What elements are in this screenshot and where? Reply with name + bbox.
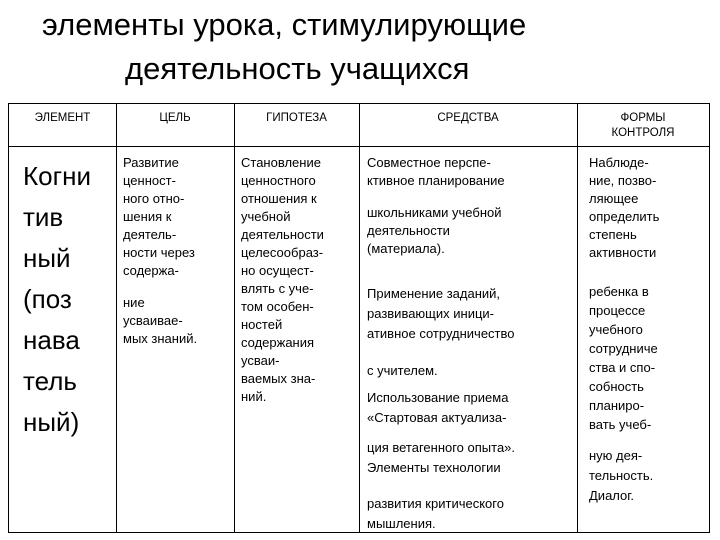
- control-line: ства и спо-: [589, 360, 656, 375]
- element-line: тив: [23, 202, 64, 232]
- goal-line: ного отно-: [123, 191, 185, 206]
- title-line-2: деятельность учащихся: [125, 51, 470, 86]
- hypothesis-line: учебной: [241, 209, 291, 224]
- control-cell: [589, 446, 707, 506]
- hypothesis-line: ностей: [241, 317, 283, 332]
- element-line: ный): [23, 407, 80, 437]
- control-line: ребенка в: [589, 284, 649, 299]
- header-control: [577, 104, 709, 148]
- hypothesis-line: влять с уче-: [241, 281, 314, 296]
- control-line: планиро-: [589, 398, 645, 413]
- element-line: тель: [23, 366, 77, 396]
- goal-line: ности через: [123, 245, 195, 260]
- control-line: определить: [589, 209, 660, 224]
- hypothesis-line: ценностного: [241, 173, 316, 188]
- hypothesis-line: но осущест-: [241, 263, 314, 278]
- goal-line: шения к: [123, 209, 172, 224]
- control-line: учебного: [589, 322, 643, 337]
- means-cell: [367, 154, 579, 190]
- control-line: Наблюде-: [589, 155, 649, 170]
- means-cell: [367, 494, 579, 534]
- hypothesis-line: Становление: [241, 155, 321, 170]
- element-line: нава: [23, 325, 80, 355]
- means-cell: [367, 284, 579, 344]
- goal-line: мых знаний.: [123, 331, 198, 346]
- control-cell: [589, 282, 707, 434]
- hypothesis-line: том особен-: [241, 299, 314, 314]
- goal-line: усваивае-: [123, 313, 183, 328]
- control-line: сотрудниче: [589, 341, 658, 356]
- control-line: ляющее: [589, 191, 639, 206]
- goal-line: ние: [123, 295, 145, 310]
- means-cell: [367, 438, 579, 478]
- control-line: активности: [589, 245, 657, 260]
- goal-cell: [123, 154, 233, 348]
- element-line: (поз: [23, 284, 72, 314]
- control-line: ную дея-: [589, 448, 643, 463]
- means-line: развивающих иници-: [367, 306, 494, 321]
- header-element: ЭЛЕМЕНТ: [34, 112, 91, 124]
- control-line: ние, позво-: [589, 173, 657, 188]
- hypothesis-line: целесообраз-: [241, 245, 324, 260]
- means-line: развития критического: [367, 496, 504, 511]
- goal-line: Развитие: [123, 155, 179, 170]
- hypothesis-cell: [241, 154, 361, 406]
- header-control-line: КОНТРОЛЯ: [611, 127, 675, 139]
- control-cell: [589, 154, 707, 262]
- goal-line: содержа-: [123, 263, 179, 278]
- means-line: мышления.: [367, 516, 436, 531]
- header-hypothesis: ГИПОТЕЗА: [266, 112, 327, 124]
- control-line: вать учеб-: [589, 417, 652, 432]
- goal-line: деятель-: [123, 227, 177, 242]
- control-line: степень: [589, 227, 637, 242]
- element-line: ный: [23, 243, 71, 273]
- control-line: собность: [589, 379, 644, 394]
- control-line: процессе: [589, 303, 646, 318]
- means-line: Совместное перспе-: [367, 155, 491, 170]
- means-line: «Стартовая актуализа-: [367, 410, 507, 425]
- lesson-elements-table: [8, 103, 710, 533]
- header-control-line: ФОРМЫ: [620, 112, 666, 124]
- means-cell: [367, 388, 579, 428]
- control-line: тельность.: [589, 468, 654, 483]
- hypothesis-line: деятельности: [241, 227, 324, 242]
- header-goal: ЦЕЛЬ: [159, 112, 191, 124]
- means-line: Использование приема: [367, 390, 509, 405]
- means-line: Применение заданий,: [367, 286, 501, 301]
- header-means: СРЕДСТВА: [437, 112, 499, 124]
- column-divider: [234, 104, 235, 532]
- means-line: ативное сотрудничество: [367, 326, 515, 341]
- hypothesis-line: ний.: [241, 389, 267, 404]
- hypothesis-line: усваи-: [241, 353, 280, 368]
- goal-line: ценност-: [123, 173, 176, 188]
- hypothesis-line: отношения к: [241, 191, 317, 206]
- means-line: школьниками учебной: [367, 205, 502, 220]
- means-cell: [367, 362, 579, 380]
- means-line: ция ветагенного опыта».: [367, 440, 516, 455]
- element-line: Когни: [23, 161, 91, 191]
- element-cell: [23, 156, 91, 443]
- means-line: ктивное планирование: [367, 173, 505, 188]
- hypothesis-line: содержания: [241, 335, 315, 350]
- title-line-1: элементы урока, стимулирующие: [42, 7, 527, 42]
- hypothesis-line: ваемых зна-: [241, 371, 316, 386]
- means-line: деятельности: [367, 223, 450, 238]
- means-line: (материала).: [367, 241, 445, 256]
- control-line: Диалог.: [589, 488, 635, 503]
- means-cell: [367, 204, 579, 258]
- means-line: Элементы технологии: [367, 460, 501, 475]
- means-line: с учителем.: [367, 363, 438, 378]
- column-divider: [116, 104, 117, 532]
